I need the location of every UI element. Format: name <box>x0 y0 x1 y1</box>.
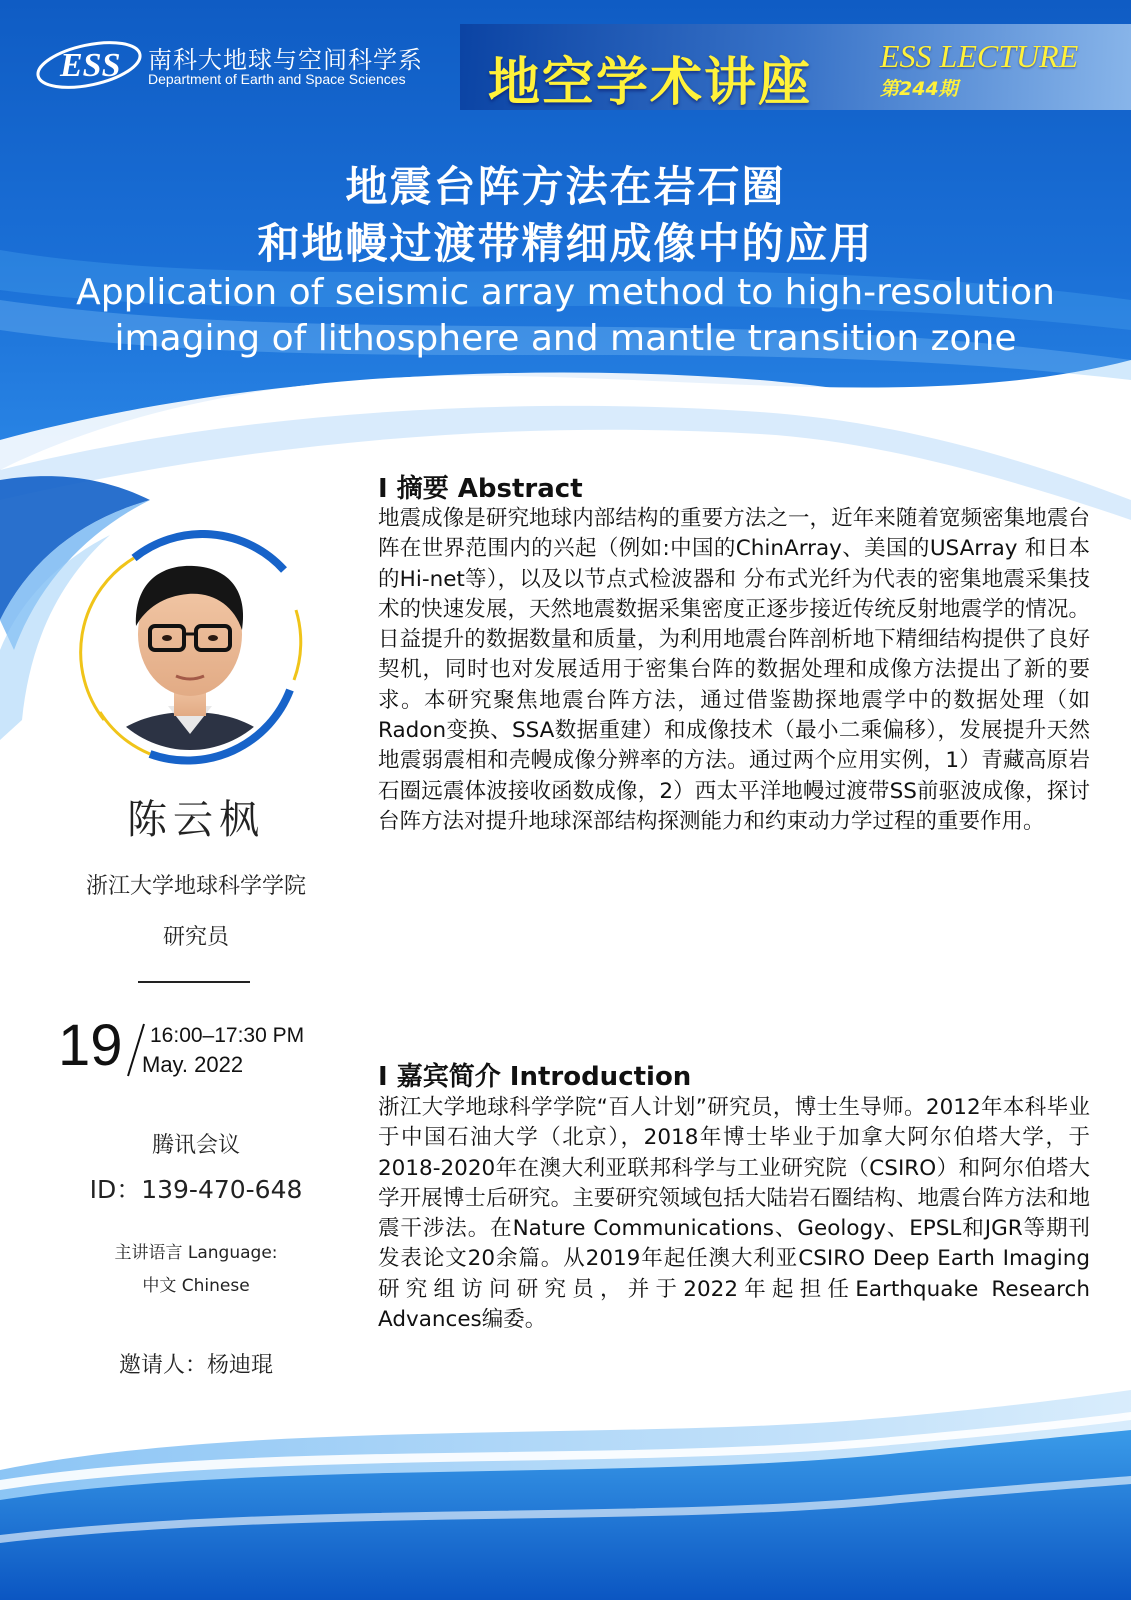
event-day: 19 <box>58 1013 123 1078</box>
talk-title-en-line1: Application of seismic array method to high-resolution <box>76 272 1055 313</box>
speaker-name: 陈云枫 <box>127 797 265 843</box>
language-value: 中文 Chinese <box>142 1276 250 1296</box>
abstract-heading: I 摘要 Abstract <box>378 474 583 504</box>
speaker-rank: 研究员 <box>162 925 229 950</box>
meeting-id: ID：139-470-648 <box>89 1175 303 1204</box>
department-name-cn: 南科大地球与空间科学系 <box>148 46 423 74</box>
language-label: 主讲语言 Language: <box>114 1243 278 1263</box>
talk-title-cn-line2: 和地幔过渡带精细成像中的应用 <box>257 219 874 268</box>
divider-line <box>138 981 250 983</box>
lecture-series-title-en: ESS LECTURE <box>880 38 1079 74</box>
svg-text:ESS: ESS <box>60 47 121 84</box>
ess-logo <box>34 34 144 96</box>
inviter: 邀请人：杨迪琨 <box>118 1353 273 1378</box>
lecture-issue-number: 第244期 <box>880 78 958 100</box>
speaker-portrait <box>64 530 324 766</box>
event-month-year: May. 2022 <box>142 1052 244 1077</box>
talk-title-cn-line1: 地震台阵方法在岩石圈 <box>345 162 786 211</box>
event-venue: 腾讯会议 <box>151 1133 240 1158</box>
speaker-affiliation: 浙江大学地球科学学院 <box>85 874 306 899</box>
introduction-heading: I 嘉宾简介 Introduction <box>378 1062 692 1092</box>
lecture-series-title-cn: 地空学术讲座 <box>488 52 813 113</box>
talk-title-en-line2: imaging of lithosphere and mantle transition zone <box>114 318 1017 359</box>
department-name-en: Department of Earth and Space Sciences <box>148 71 406 87</box>
introduction-text: 浙江大学地球科学学院“百人计划”研究员，博士生导师。2012年本科毕业于中国石油大学（北京），2018年博士毕业于加拿大阿尔伯塔大学，于2018-2020年在澳大利亚联邦科学与工业研究院（CSIRO）和阿尔伯塔大学开展博士后研究。主要研究领域包括大陆岩石圈结构、地震台阵方法和地震干涉法。在Nature Communications、Geology、EPSL和JGR等期刊发表论文20余篇。从2019年起任澳大利亚CSIRO Deep Earth Imaging研究组访问研究员，并于2022年起担任Earthquake Research Advances编委。 <box>378 1095 1090 1333</box>
event-time: 16:00–17:30 PM <box>150 1024 305 1047</box>
abstract-text: 地震成像是研究地球内部结构的重要方法之一，近年来随着宽频密集地震台阵在世界范围内的兴起（例如:中国的ChinArray、美国的USArray 和日本的Hi-net等），以及以节点式检波器和 分布式光纤为代表的密集地震采集技术的快速发展，天然地震数据采集密度正逐步接近传统反射地震学的情况。日益提升的数据数量和质量，为利用地震台阵剖析地下精细结构提供了良好契机，同时也对发展适用于密集台阵的数据处理和成像方法提出了新的要求。本研究聚焦地震台阵方法，通过借鉴勘探地震学中的数据处理（如Radon变换、SSA数据重建）和成像技术（最小二乘偏移），发展提升天然地震弱震相和壳幔成像分辨率的方法。通过两个应用实例，1）青藏高原岩石圈远震体波接收函数成像，2）西太平洋地幔过渡带SS前驱波成像，探讨台阵方法对提升地球深部结构探测能力和约束动力学过程的重要作用。 <box>378 506 1090 834</box>
